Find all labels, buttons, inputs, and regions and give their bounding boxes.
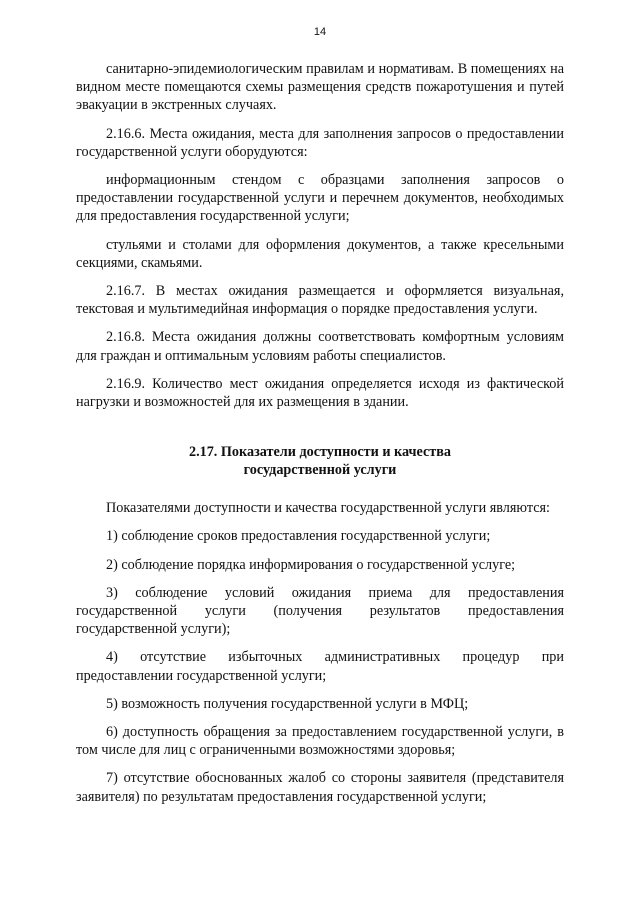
section-heading-2-17 (76, 443, 564, 479)
paragraph-2-16-9: 2.16.9. Количество мест ожидания определяется исходя из фактической нагрузки и возможностей для их размещения в здании. (76, 375, 564, 411)
paragraph-2-16-8: 2.16.8. Места ожидания должны соответствовать комфортным условиям для граждан и оптимальным условиям работы специалистов. (76, 329, 564, 364)
section-heading-line-1: 2.17. Показатели доступности и качества (188, 444, 452, 461)
paragraph-sanitary-norms: санитарно-эпидемиологическим правилам и нормативам. В помещениях на видном месте помещаются схемы размещения средств пожаротушения и путей эвакуации в экстренных случаях. (76, 61, 564, 114)
list-item-5: 5) возможность получения государственной услуги в МФЦ; (106, 695, 469, 712)
list-item-7: 7) отсутствие обоснованных жалоб со стороны заявителя (представителя заявителя) по результатам предоставления государственной услуги; (76, 770, 564, 805)
list-item-6: 6) доступность обращения за предоставлением государственной услуги, в том числе для лиц с ограниченными возможностями здоровья; (76, 724, 564, 759)
section-heading-line-2: государственной услуги (243, 462, 397, 479)
document-body (76, 60, 564, 816)
paragraph-2-16-7: 2.16.7. В местах ожидания размещается и оформляется визуальная, текстовая и мультимедийная информация о порядке предоставления услуги. (76, 283, 564, 318)
page-number: 14 (313, 26, 327, 38)
list-item-1: 1) соблюдение сроков предоставления государственной услуги; (106, 528, 491, 545)
paragraph-indicators-intro: Показателями доступности и качества государственной услуги являются: (106, 500, 550, 517)
list-item-3: 3) соблюдение условий ожидания приема для предоставления государственной услуги (получения результатов предоставления государственной услуги); (76, 584, 564, 638)
list-item-4: 4) отсутствие избыточных административных процедур при предоставлении государственной услуги; (76, 649, 564, 684)
paragraph-info-stand: информационным стендом с образцами заполнения запросов о предоставлении государственной услуги и перечнем документов, необходимых для предоставления государственной услуги; (76, 172, 564, 225)
paragraph-2-16-6: 2.16.6. Места ожидания, места для заполнения запросов о предоставлении государственной услуги оборудуются: (76, 125, 564, 160)
list-item-2: 2) соблюдение порядка информирования о государственной услуге; (106, 556, 516, 573)
paragraph-chairs-tables: стульями и столами для оформления документов, а также кресельными секциями, скамьями. (76, 236, 564, 271)
